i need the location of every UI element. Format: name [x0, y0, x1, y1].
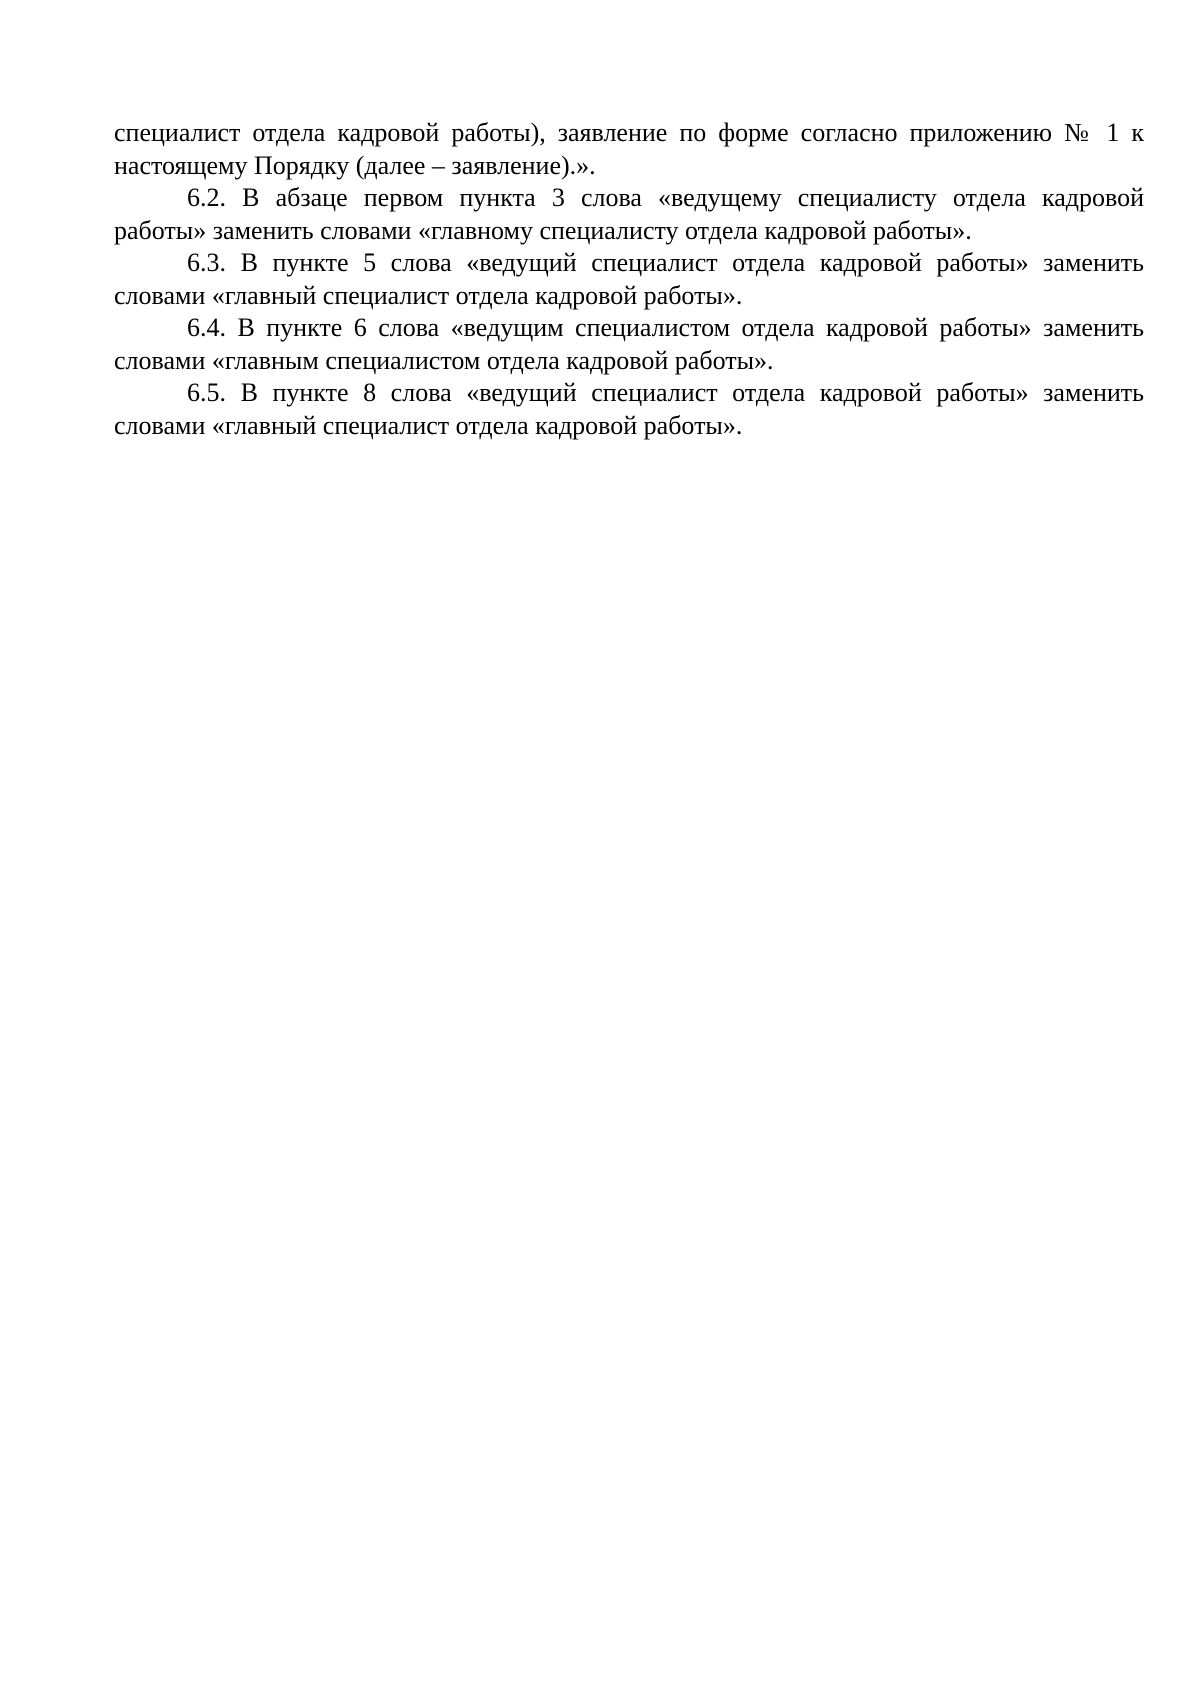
paragraph-continuation: специалист отдела кадровой работы), заявление по форме согласно приложению № 1 к настоящему Порядку (далее – заявление).».	[114, 118, 1144, 180]
paragraph-6-5: 6.5. В пункте 8 слова «ведущий специалист отдела кадровой работы» заменить словами «главный специалист отдела кадровой работы».	[114, 378, 1144, 440]
document-body	[114, 117, 1144, 442]
paragraph-6-2: 6.2. В абзаце первом пункта 3 слова «ведущему специалисту отдела кадровой работы» заменить словами «главному специалисту отдела кадровой работы».	[114, 183, 1144, 245]
paragraph-6-3: 6.3. В пункте 5 слова «ведущий специалист отдела кадровой работы» заменить словами «главный специалист отдела кадровой работы».	[114, 248, 1144, 310]
paragraph-6-4: 6.4. В пункте 6 слова «ведущим специалистом отдела кадровой работы» заменить словами «главным специалистом отдела кадровой работы».	[114, 313, 1144, 375]
